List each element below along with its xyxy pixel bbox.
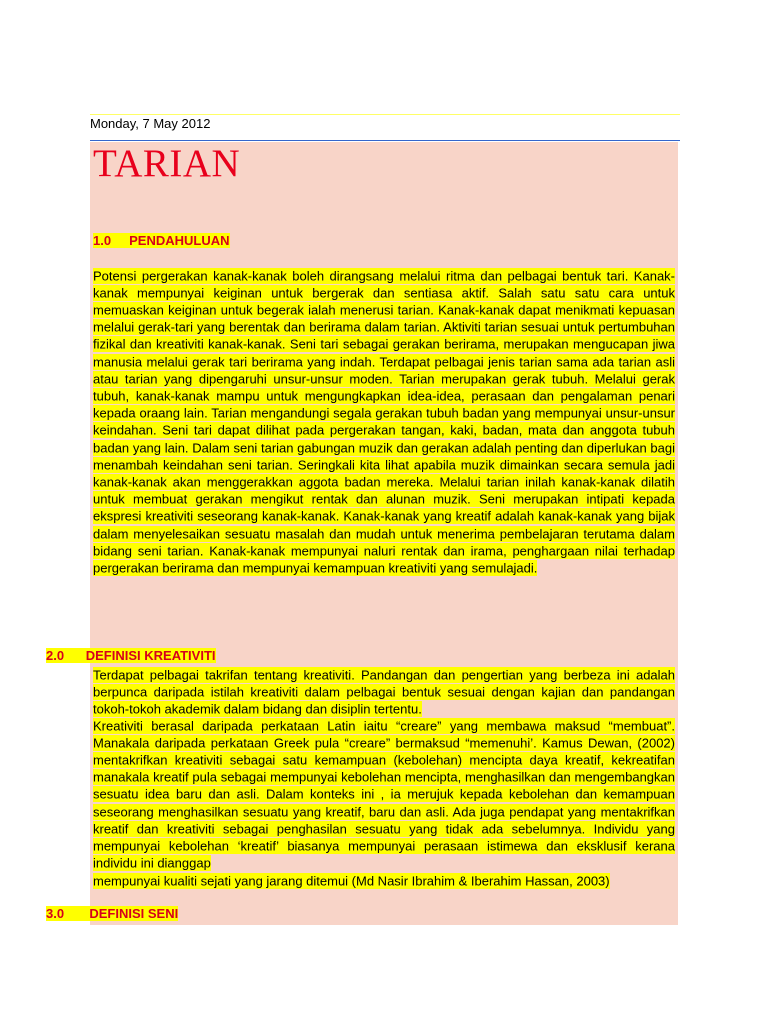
- paragraph-pendahuluan: [93, 267, 675, 577]
- paragraph-text: Terdapat pelbagai takrifan tentang kreativiti. Pandangan dan pengertian yang berbeza ini adalah berpunca daripada istilah kreativiti dalam pelbagai bentuk sesuai dengan kajian dan pandangan tokoh-tokoh akademik dalam bidang dan disiplin tertentu.: [93, 667, 675, 717]
- section-heading-text: 3.0 DEFINISI SENI: [46, 906, 179, 921]
- paragraph-text: Potensi pergerakan kanak-kanak boleh dirangsang melalui ritma dan pelbagai bentuk tari. Kanak-kanak mempunyai keiginan untuk bergerak dan sentiasa aktif. Salah satu satu cara untuk memuaskan keiginan untuk begerak ialah menerusi tarian. Kanak-kanak dapat menikmati kepuasan melalui gerak-tari yang berentak dan berirama dalam tarian. Aktiviti tarian sesuai untuk pertumbuhan fizikal dan kreativiti kanak-kanak. Seni tari sebagai gerakan berirama, merupakan mengucapan jiwa manusia melalui gerak tari berirama yang indah. Terdapat pelbagai jenis tarian sama ada tarian asli atau tarian yang dipengaruhi unsur-unsur moden. Tarian merupakan gerak tubuh. Melalui gerak tubuh, kanak-kanak mampu untuk mengungkapkan idea-idea, perasaan dan pengalaman penari kepada oraang lain. Tarian mengandungi segala gerakan tubuh badan yang mempunyai unsur-unsur keindahan. Seni tari dapat dilihat pada pergerakan tangan, kaki, badan, mata dan anggota tubuh badan yang lain. Dalam seni tarian gabungan muzik dan gerakan adalah penting dan diperlukan bagi menambah keindahan seni tarian. Seringkali kita lihat apabila muzik dimainkan secara semula jadi kanak-kanak akan menggerakkan aggota badan mereka. Melalui tarian inilah kanak-kanak dilatih untuk membuat gerakan mengikut rentak dan alunan muzik. Seni merupakan intipati kepada ekspresi kreativiti seseorang kanak-kanak. Kanak-kanak yang kreatif adalah kanak-kanak yang bijak dalam menyelesaikan sesuatu masalah dan mudah untuk menerima pembelajaran terutama dalam bidang seni tarian. Kanak-kanak mempunyai naluri rentak dan irama, penghargaan nilai terhadap pergerakan berirama dan mempunyai kemampuan kreativiti yang semulajadi.: [93, 268, 675, 576]
- section-heading-text: 2.0 DEFINISI KREATIVITI: [46, 648, 216, 663]
- paragraph-kreativiti-2: [93, 717, 675, 872]
- section-heading-text: 1.0 PENDAHULUAN: [93, 233, 230, 248]
- top-rule: [90, 114, 680, 115]
- paragraph-kreativiti-1: [93, 666, 675, 718]
- paragraph-text: mempunyai kualiti sejati yang jarang ditemui (Md Nasir Ibrahim & Iberahim Hassan, 2003): [93, 873, 610, 888]
- section-heading-definisi-seni: [46, 906, 178, 921]
- page-title: TARIAN: [93, 142, 241, 185]
- post-date: Monday, 7 May 2012: [90, 116, 211, 131]
- section-heading-pendahuluan: [93, 233, 230, 248]
- section-heading-definisi-kreativiti: [46, 648, 216, 663]
- paragraph-text: Kreativiti berasal daripada perkataan Latin iaitu “creare” yang membawa maksud “membuat”. Manakala daripada perkataan Greek pula “creare” bermaksud “memenuhi’. Kamus Dewan, (2002) mentakrifkan kreativiti sebagai satu kemampuan (kebolehan) mencipta daya kreatif, kekreatifan manakala kreatif pula sebagai mempunyai kebolehan mencipta, menghasilkan dan mengembangkan sesuatu idea baru dan asli. Dalam konteks ini , ia merujuk kepada kebolehan dan kemampuan seseorang menghasilkan sesuatu yang kreatif, baru dan asli. Ada juga pendapat yang mentakrifkan kreatif dan kreativiti sebagai penghasilan sesuatu yang tidak ada sebelumnya. Individu yang mempunyai kebolehan ‘kreatif’ biasanya mempunyai perasaan istimewa dan eksklusif kerana individu ini dianggap: [93, 718, 675, 871]
- paragraph-kreativiti-3: [93, 872, 675, 889]
